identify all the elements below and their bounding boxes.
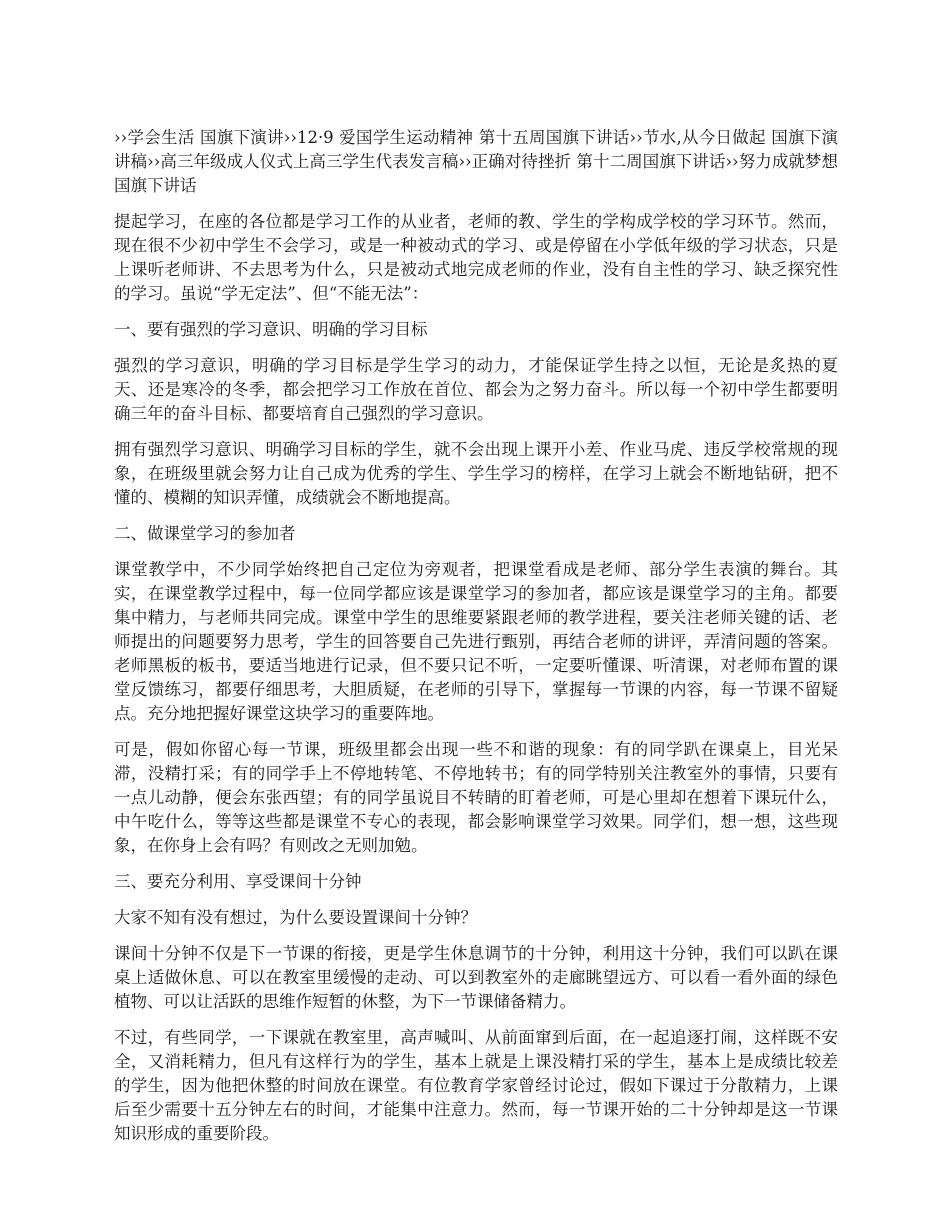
section-2-paragraph-1: 课堂教学中，不少同学始终把自己定位为旁观者，把课堂看成是老师、部分学生表演的舞台。其实，在课堂教学过程中，每一位同学都应该是课堂学习的参加者，都应该是课堂学习的主角。都要集中精力，与老师共同完成。课堂中学生的思维要紧跟老师的教学进程，要关注老师关键的话、老师提出的问题要努力思考，学生的回答要自己先进行甄别，再结合老师的讲评，弄清问题的答案。老师黑板的板书，要适当地进行记录，但不要只记不听，一定要听懂课、听清课，对老师布置的课堂反馈练习，都要仔细思考，大胆质疑，在老师的引导下，掌握每一节课的内容，每一节课不留疑点。充分地把握好课堂这块学习的重要阵地。 [114,560,838,723]
section-3-paragraph-2: 课间十分钟不仅是下一节课的衔接，更是学生休息调节的十分钟，利用这十分钟，我们可以趴在课桌上适做休息、可以在教室里缓慢的走动、可以到教室外的走廊眺望远方、可以看一看外面的绿色植物、可以让活跃的思维作短暂的休整，为下一节课储备精力。 [114,944,838,1011]
related-link-6[interactable]: ››努力成就梦想 国旗下讲话 [114,152,838,195]
related-link-2[interactable]: ››12·9 爱国学生运动精神 第十五周国旗下讲话 [283,128,630,147]
section-2-heading: 二、做课堂学习的参加者 [114,524,296,543]
section-2-paragraph-2: 可是，假如你留心每一节课，班级里都会出现一些不和谐的现象：有的同学趴在课桌上，目光呆滞，没精打采；有的同学手上不停地转笔、不停地转书；有的同学特别关注教室外的事情，只要有一点儿动静，便会东张西望；有的同学虽说目不转睛的盯着老师，可是心里却在想着下课玩什么，中午吃什么，等等这些都是课堂不专心的表现，都会影响课堂学习效果。同学们，想一想，这些现象，在你身上会有吗？有则改之无则加勉。 [114,740,838,855]
section-3-heading: 三、要充分利用、享受课间十分钟 [114,872,362,891]
section-3-paragraph-3: 不过，有些同学，一下课就在教室里，高声喊叫、从前面窜到后面，在一起追逐打闹，这样既不安全，又消耗精力，但凡有这样行为的学生，基本上就是上课没精打采的学生，基本上是成绩比较差的学生，因为他把休整的时间放在课堂。有位教育学家曾经讨论过，假如下课过于分散精力，上课后至少需要十五分钟左右的时间，才能集中注意力。然而，每一节课开始的二十分钟却是这一节课知识形成的重要阶段。 [114,1028,838,1143]
section-3-paragraph-1: 大家不知有没有想过，为什么要设置课间十分钟？ [114,908,477,927]
section-1-heading: 一、要有强烈的学习意识、明确的学习目标 [114,320,428,339]
section-1-paragraph-2: 拥有强烈学习意识、明确学习目标的学生，就不会出现上课开小差、作业马虎、违反学校常规的现象，在班级里就会努力让自己成为优秀的学生、学生学习的榜样，在学习上就会不断地钻研，把不懂的、模糊的知识弄懂，成绩就会不断地提高。 [114,440,838,507]
document-page [114,126,838,1158]
related-link-5[interactable]: ››正确对待挫折 第十二周国旗下讲话 [458,152,726,171]
related-link-3[interactable]: ››节水,从今日做起 国旗下演讲稿 [114,128,839,171]
section-1-paragraph-1: 强烈的学习意识，明确的学习目标是学生学习的动力，才能保证学生持之以恒，无论是炙热的夏天、还是寒冷的冬季，都会把学习工作放在首位、都会为之努力奋斗。所以每一个初中学生都要明确三年的奋斗目标、都要培育自己强烈的学习意识。 [114,356,838,423]
related-link-4[interactable]: ››高三年级成人仪式上高三学生代表发言稿 [147,152,459,171]
related-link-1[interactable]: ››学会生活 国旗下演讲 [114,128,284,147]
intro-paragraph: 提起学习，在座的各位都是学习工作的从业者，老师的教、学生的学构成学校的学习环节。然而，现在很不少初中学生不会学习，或是一种被动式的学习、或是停留在小学低年级的学习状态，只是上课听老师讲、不去思考为什么，只是被动式地完成老师的作业，没有自主性的学习、缺乏探究性的学习。虽说“学无定法”、但“不能无法”： [114,212,838,303]
related-links [114,126,838,198]
